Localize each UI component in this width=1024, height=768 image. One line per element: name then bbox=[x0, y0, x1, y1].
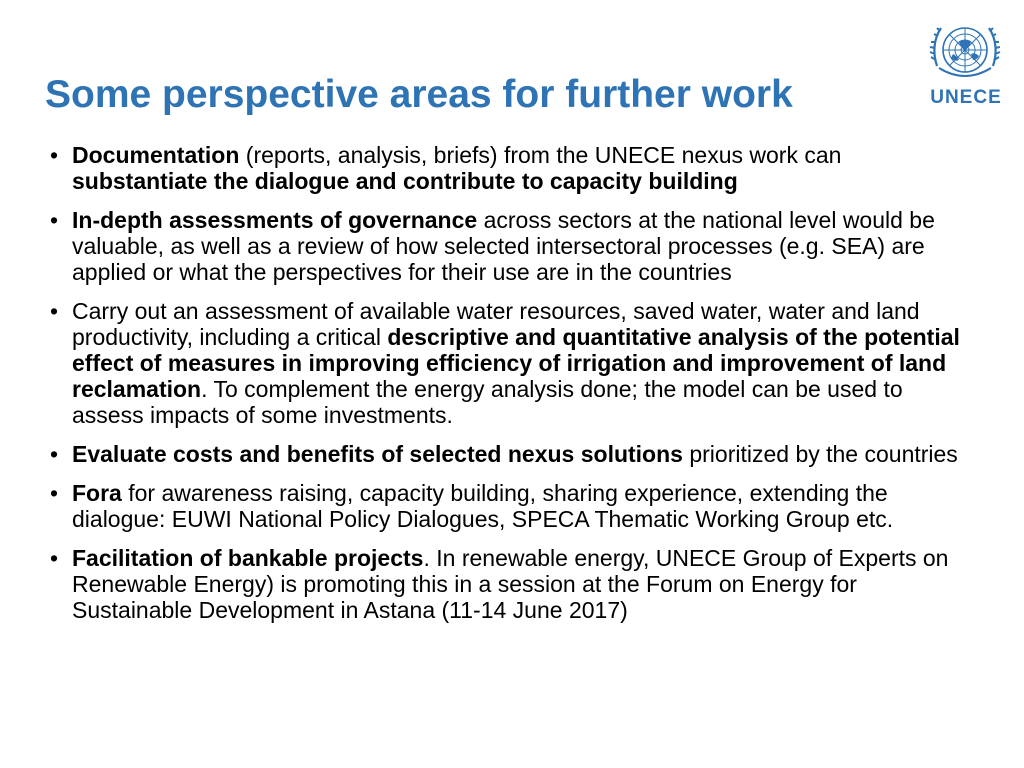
unece-logo-text: UNECE bbox=[930, 87, 1002, 108]
bullet-marker: • bbox=[50, 207, 59, 233]
bullet-list bbox=[50, 142, 980, 636]
bullet-marker: • bbox=[50, 441, 59, 467]
bullet-item bbox=[50, 298, 980, 428]
bullet-bold-segment: substantiate the dialogue and contribute to capacity building bbox=[72, 168, 738, 194]
bullet-text bbox=[72, 441, 958, 467]
bullet-bold-segment: Fora bbox=[72, 480, 122, 506]
bullet-item bbox=[50, 545, 980, 623]
unece-logo bbox=[916, 16, 1016, 112]
bullet-marker: • bbox=[50, 142, 59, 168]
bullet-text-segment: . In renewable energy, UNECE Group of Experts on Renewable Energy) is promoting this in a session at the Forum on Energy for Sustainable Development in Astana (11-14 June 2017) bbox=[72, 545, 949, 623]
bullet-bold-segment: Documentation bbox=[72, 142, 240, 168]
bullet-bold-segment: Evaluate costs and benefits of selected nexus solutions bbox=[72, 441, 683, 467]
bullet-bold-segment: descriptive and quantitative analysis of the potential effect of measures in improving efficiency of irrigation and improvement of land reclamation bbox=[72, 324, 960, 402]
bullet-text-segment: prioritized by the countries bbox=[682, 441, 958, 467]
bullet-text-segment: for awareness raising, capacity building, sharing experience, extending the dialogue: EUWI National Policy Dialogues, SPECA Thematic Working Group etc. bbox=[72, 480, 894, 532]
bullet-text bbox=[72, 545, 948, 623]
bullet-item bbox=[50, 480, 980, 532]
bullet-text-segment: . To complement the energy analysis done; the model can be used to assess impacts of some investments. bbox=[72, 376, 903, 428]
bullet-bold-segment: Facilitation of bankable projects bbox=[72, 545, 424, 571]
bullet-bold-segment: In-depth assessments of governance bbox=[72, 207, 478, 233]
slide-title: Some perspective areas for further work bbox=[45, 73, 793, 116]
bullet-item bbox=[50, 142, 980, 194]
un-emblem-icon bbox=[925, 16, 1005, 88]
bullet-text bbox=[72, 207, 935, 285]
bullet-item bbox=[50, 207, 980, 285]
bullet-text bbox=[72, 142, 841, 194]
bullet-text bbox=[72, 480, 893, 532]
bullet-text bbox=[72, 298, 960, 428]
bullet-item bbox=[50, 441, 980, 467]
bullet-marker: • bbox=[50, 298, 59, 324]
bullet-text-segment: (reports, analysis, briefs) from the UNECE nexus work can bbox=[239, 142, 842, 168]
bullet-marker: • bbox=[50, 545, 59, 571]
bullet-marker: • bbox=[50, 480, 59, 506]
bullet-text-segment: across sectors at the national level would be valuable, as well as a review of how selected intersectoral processes (e.g. SEA) are applied or what the perspectives for their use are in the countries bbox=[72, 207, 935, 285]
bullet-text-segment: Carry out an assessment of available water resources, saved water, water and land productivity, including a critical bbox=[72, 298, 920, 350]
